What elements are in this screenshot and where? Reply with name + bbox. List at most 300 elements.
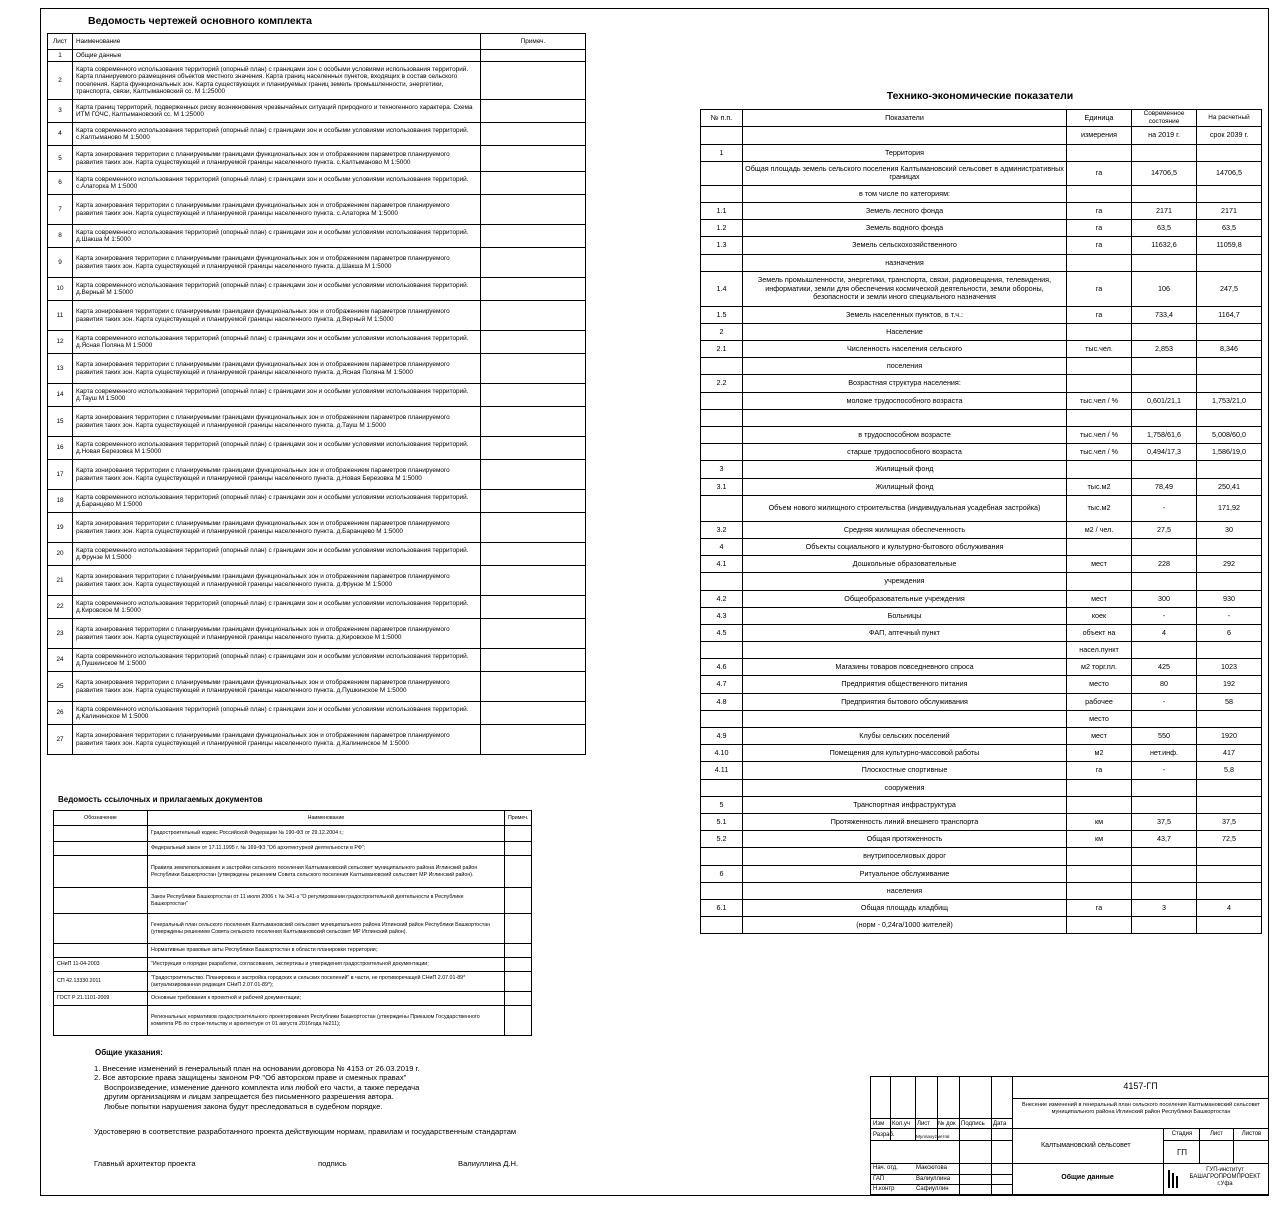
tep-cell: тыс.чел / % <box>1067 392 1132 409</box>
tep-cell: 4.6 <box>701 659 743 676</box>
developer-label: Разраб. <box>873 1132 895 1138</box>
tep-cell: 6 <box>1197 624 1262 641</box>
tep-cell <box>1132 254 1197 271</box>
drawing-note <box>481 513 586 543</box>
tep-cell <box>1197 461 1262 478</box>
tep-cell: тыс.м2 <box>1067 495 1132 521</box>
tep-cell <box>1197 538 1262 555</box>
ref-note <box>505 1006 532 1036</box>
tep-cell: 1.5 <box>701 306 743 323</box>
tep-row <box>701 444 1262 461</box>
col-signature: Подпись <box>961 1121 985 1127</box>
tep-cell <box>1132 185 1197 202</box>
tep-cell <box>1067 796 1132 813</box>
tep-cell <box>1197 642 1262 659</box>
org-line-3: г.Уфа <box>1217 1181 1233 1187</box>
tep-cell <box>1132 642 1197 659</box>
tep-cell: Ритуальное обслуживание <box>743 865 1067 882</box>
stage-value: ГП <box>1176 1148 1188 1157</box>
tep-header-cell: на 2019 г. <box>1132 127 1197 144</box>
drawing-sheet-number: 4 <box>48 123 73 146</box>
tep-cell: Предприятия общественного питания <box>743 676 1067 693</box>
drawing-sheet-number: 17 <box>48 460 73 490</box>
tep-cell: 8,346 <box>1197 341 1262 358</box>
drawing-name: Карта современного использования территорий (опорный план) с границами зон и особыми условиями использования территорий. д.Шакша М 1:5000 <box>73 225 481 248</box>
drawing-note <box>481 460 586 490</box>
tep-cell <box>1132 538 1197 555</box>
tep-cell: - <box>1132 693 1197 710</box>
drawing-note <box>481 596 586 619</box>
tep-cell: 11059,8 <box>1197 237 1262 254</box>
tep-cell <box>1067 573 1132 590</box>
drawing-sheet-number: 24 <box>48 649 73 672</box>
tep-cell <box>1197 779 1262 796</box>
tep-cell: Земель сельскохозяйственного <box>743 237 1067 254</box>
drawing-sheet-number: 14 <box>48 384 73 407</box>
ref-note <box>505 826 532 842</box>
tep-cell: 733,4 <box>1132 306 1197 323</box>
tep-row <box>701 341 1262 358</box>
drawing-name: Карта современного использования территорий (опорный план) с границами зон и особыми условиями использования территорий. д.Пушкинское М 1:5000 <box>73 649 481 672</box>
tep-cell <box>1067 375 1132 392</box>
drawing-name: Карта современного использования территорий (опорный план) с границами зон и особыми условиями использования территорий. д.Кировское М 1:5000 <box>73 596 481 619</box>
tep-cell <box>1197 917 1262 934</box>
drawing-sheet-number: 15 <box>48 407 73 437</box>
tep-cell: Дошкольные образовательные <box>743 556 1067 573</box>
ref-name: "Градостроительство. Планировка и застройка городских и сельских поселений" в части, не противоречащей СНиП 2.07.01-89* (актуализированная редакция СНиП 2.07.01-89*); <box>148 972 505 992</box>
tep-cell <box>1132 865 1197 882</box>
tep-cell: 2,853 <box>1132 341 1197 358</box>
tep-cell: 37,5 <box>1132 813 1197 830</box>
tep-cell: га <box>1067 202 1132 219</box>
tep-cell <box>1197 710 1262 727</box>
drawing-sheet-number: 10 <box>48 278 73 301</box>
tep-cell: 3 <box>1132 899 1197 916</box>
tep-header-cell <box>743 127 1067 144</box>
head-dept-role: Нач. отд. <box>873 1165 898 1171</box>
project-code: 4157-ГП <box>1123 1081 1158 1091</box>
tep-cell: 425 <box>1132 659 1197 676</box>
tep-cell <box>701 358 743 375</box>
drawing-note <box>481 490 586 513</box>
tep-cell: Объем нового жилищного строительства (индивидуальная усадебная застройка) <box>743 495 1067 521</box>
tep-cell: 14706,5 <box>1197 161 1262 185</box>
tep-cell: поселения <box>743 358 1067 375</box>
tep-cell: 4 <box>1197 899 1262 916</box>
tep-cell: Общая протяженность <box>743 831 1067 848</box>
tep-cell: 58 <box>1197 693 1262 710</box>
signature-label: подпись <box>318 1159 347 1168</box>
tep-cell: тыс.чел / % <box>1067 427 1132 444</box>
tep-header-cell: Показатели <box>743 110 1067 127</box>
drawing-row <box>48 100 586 123</box>
ref-name: Правила землепользования и застройки сельского поселения Калтымановский сельсовет муниципального района Иглинский район Республики Башкортостан (утверждены решением Совета сельского поселения Калтымановский сельсовет МР Иглинский район). <box>148 856 505 888</box>
drawing-sheet-number: 25 <box>48 672 73 702</box>
title-block <box>870 1076 1269 1195</box>
tep-cell <box>701 185 743 202</box>
tep-cell: м2 торг.пл. <box>1067 659 1132 676</box>
tep-cell: 14706,5 <box>1132 161 1197 185</box>
drawings-title: Ведомость чертежей основного комплекта <box>88 15 312 27</box>
tep-row <box>701 237 1262 254</box>
tep-cell: Транспортная инфраструктура <box>743 796 1067 813</box>
tep-cell <box>1132 796 1197 813</box>
drawing-row <box>48 672 586 702</box>
tep-cell: Общая площадь земель сельского поселения Калтымановский сельсовет в административных границах <box>743 161 1067 185</box>
drawing-name: Карта зонирования территории с планируемыми границами функциональных зон и отображением параметров планируемого развития таких зон. Карта существующей и планируемой границы населенного пункта. д.Новая Березовка М 1:5000 <box>73 460 481 490</box>
tep-cell <box>1067 144 1132 161</box>
drawing-sheet-number: 11 <box>48 301 73 331</box>
ref-name: Генеральный план сельского поселения Калтымановский сельсовет муниципального района Иглинский район Республики Башкортостан (утверждены решением Совета сельского поселения Калтымановский сельсовет МР Иглинский район). <box>148 914 505 944</box>
col-header-note: Примеч. <box>481 34 586 50</box>
certify-statement: Удостоверяю в соответствие разработанного проекта действующим нормам, правилам и государственным стандартам <box>94 1127 517 1136</box>
drawing-sheet-number: 2 <box>48 62 73 100</box>
tep-cell: 11632,6 <box>1132 237 1197 254</box>
tep-header-row <box>701 127 1262 144</box>
note-line: 1. Внесение изменений в генеральный план на основании договора № 4153 от 26.03.2019 г. <box>94 1064 420 1073</box>
drawing-note <box>481 248 586 278</box>
tep-cell <box>743 642 1067 659</box>
tep-cell <box>701 848 743 865</box>
drawing-row <box>48 649 586 672</box>
drawing-name: Общие данные <box>73 50 481 62</box>
tep-cell: Средняя жилищная обеспеченность <box>743 521 1067 538</box>
tep-cell: коек <box>1067 607 1132 624</box>
general-notes <box>94 1064 419 1111</box>
tep-row <box>701 676 1262 693</box>
tep-cell <box>1132 323 1197 340</box>
tep-cell: Предприятия бытового обслуживания <box>743 693 1067 710</box>
tep-cell: населения <box>743 882 1067 899</box>
tep-cell <box>701 392 743 409</box>
tep-cell: 250,41 <box>1197 478 1262 495</box>
ref-code <box>54 856 148 888</box>
tep-cell <box>1197 409 1262 426</box>
drawing-sheet-number: 21 <box>48 566 73 596</box>
drawing-row <box>48 225 586 248</box>
drawing-name: Карта зонирования территории с планируемыми границами функциональных зон и отображением параметров планируемого развития таких зон. Карта существующей и планируемой границы населенного пункта. д.Кировское М 1:5000 <box>73 619 481 649</box>
tep-cell <box>1132 358 1197 375</box>
tep-row <box>701 409 1262 426</box>
ref-name: Градостроительный кодекс Российской Федерации № 190-ФЗ от 29.12.2004 г.; <box>148 826 505 842</box>
tep-header-row <box>701 110 1262 127</box>
tep-cell <box>743 409 1067 426</box>
tep-cell: место <box>1067 710 1132 727</box>
drawing-sheet-number: 18 <box>48 490 73 513</box>
tep-row <box>701 427 1262 444</box>
drawing-row <box>48 384 586 407</box>
tep-cell: сооружения <box>743 779 1067 796</box>
drawing-note <box>481 543 586 566</box>
tep-cell <box>1197 882 1262 899</box>
tep-row <box>701 271 1262 306</box>
tep-cell <box>1132 917 1197 934</box>
tep-row <box>701 220 1262 237</box>
tep-cell <box>1067 185 1132 202</box>
drawing-sheet-number: 5 <box>48 146 73 172</box>
tep-cell: 930 <box>1197 590 1262 607</box>
drawing-name: Карта зонирования территории с планируемыми границами функциональных зон и отображением параметров планируемого развития таких зон. Карта существующей и планируемой границы населенного пункта. д.Тауш М 1:5000 <box>73 407 481 437</box>
ref-row <box>54 958 532 972</box>
tep-cell: - <box>1132 607 1197 624</box>
drawing-note <box>481 672 586 702</box>
tep-cell: Возрастная структура населения: <box>743 375 1067 392</box>
drawing-note <box>481 301 586 331</box>
drawing-name: Карта современного использования территорий (опорный план) с границами зон и особыми условиями использования территорий. д.Фрунзе М 1:5000 <box>73 543 481 566</box>
drawing-note <box>481 649 586 672</box>
tep-cell: 2171 <box>1132 202 1197 219</box>
tep-header-cell: На расчетный <box>1197 110 1262 127</box>
col-header-name: Наименование <box>73 34 481 50</box>
tep-cell: 2 <box>701 323 743 340</box>
tep-row <box>701 728 1262 745</box>
tep-cell: Плоскостные спортивные <box>743 762 1067 779</box>
ref-note <box>505 958 532 972</box>
tep-cell: 192 <box>1197 676 1262 693</box>
drawing-name: Карта зонирования территории с планируемыми границами функциональных зон и отображением параметров планируемого развития таких зон. Карта существующей и планируемой границы населенного пункта. с.Алаторка М 1:5000 <box>73 195 481 225</box>
tep-row <box>701 693 1262 710</box>
tep-row <box>701 624 1262 641</box>
tep-row <box>701 848 1262 865</box>
ref-row <box>54 992 532 1006</box>
tep-cell: Земель лесного фонда <box>743 202 1067 219</box>
ref-row <box>54 856 532 888</box>
tep-row <box>701 573 1262 590</box>
sheets-header: Листов <box>1241 1131 1262 1137</box>
ref-code: ГОСТ Р 21.1101-2009 <box>54 992 148 1006</box>
drawing-name: Карта зонирования территории с планируемыми границами функциональных зон и отображением параметров планируемого развития таких зон. Карта существующей и планируемой границы населенного пункта. д.Ясная Поляна М 1:5000 <box>73 354 481 384</box>
tep-cell <box>1067 538 1132 555</box>
ref-name: Федеральный закон от 17.11.1995 г. № 169-ФЗ "Об архитектурной деятельности в РФ"; <box>148 842 505 856</box>
ref-note <box>505 888 532 914</box>
tep-cell <box>701 917 743 934</box>
tep-cell <box>1067 865 1132 882</box>
ref-row <box>54 972 532 992</box>
drawing-row <box>48 301 586 331</box>
tep-cell: 550 <box>1132 728 1197 745</box>
tep-cell <box>1197 358 1262 375</box>
drawing-note <box>481 100 586 123</box>
drawing-note <box>481 195 586 225</box>
chief-architect-name: Валиуллина Д.Н. <box>458 1159 519 1168</box>
ref-row <box>54 1006 532 1036</box>
tep-row <box>701 161 1262 185</box>
tep-row <box>701 590 1262 607</box>
tep-cell <box>1067 358 1132 375</box>
tep-cell: 247,5 <box>1197 271 1262 306</box>
ref-row <box>54 888 532 914</box>
tep-header-cell: Единица <box>1067 110 1132 127</box>
col-doc-no: № док <box>938 1121 956 1127</box>
tep-cell: Клубы сельских поселений <box>743 728 1067 745</box>
sheet-title: Общие данные <box>1061 1174 1114 1181</box>
tep-cell <box>1132 710 1197 727</box>
tep-row <box>701 538 1262 555</box>
col-date: Дата <box>993 1121 1007 1127</box>
ref-name: Нормативные правовые акты Республики Башкортостан в области планировки территории; <box>148 944 505 958</box>
tep-cell: 4.10 <box>701 745 743 762</box>
drawing-row <box>48 725 586 755</box>
tep-row <box>701 556 1262 573</box>
org-line-2: БАШАГРОПРОМПРОЕКТ <box>1189 1174 1261 1180</box>
tep-cell <box>1132 409 1197 426</box>
tep-row <box>701 865 1262 882</box>
tep-cell: рабочее <box>1067 693 1132 710</box>
drawing-name: Карта зонирования территории с планируемыми границами функциональных зон и отображением параметров планируемого развития таких зон. Карта существующей и планируемой границы населенного пункта. д.Пушкинское М 1:5000 <box>73 672 481 702</box>
tep-cell: 72,5 <box>1197 831 1262 848</box>
ref-header-code: Обозначение <box>54 811 148 826</box>
tep-cell: 3.2 <box>701 521 743 538</box>
tep-cell <box>701 710 743 727</box>
drawing-sheet-number: 19 <box>48 513 73 543</box>
tep-table <box>700 109 1262 934</box>
tep-cell <box>743 710 1067 727</box>
tep-cell <box>1197 254 1262 271</box>
tep-cell: 80 <box>1132 676 1197 693</box>
tep-cell <box>701 161 743 185</box>
drawing-row <box>48 513 586 543</box>
drawing-note <box>481 725 586 755</box>
site-name: Калтымановский сельсовет <box>1041 1142 1131 1149</box>
ref-code <box>54 944 148 958</box>
tep-row <box>701 917 1262 934</box>
organization-logo-icon <box>1167 1169 1179 1192</box>
tep-cell: га <box>1067 271 1132 306</box>
head-dept-name: Максютова <box>916 1165 947 1171</box>
tep-row <box>701 392 1262 409</box>
tep-cell: Жилищный фонд <box>743 461 1067 478</box>
drawing-row <box>48 543 586 566</box>
tep-cell: насел.пункт <box>1067 642 1132 659</box>
drawing-name: Карта современного использования территорий (опорный план) с границами зон и особыми условиями использования территорий. д.Ясная Поляна М 1:5000 <box>73 331 481 354</box>
tep-row <box>701 659 1262 676</box>
tep-cell: моложе трудоспособного возраста <box>743 392 1067 409</box>
tep-header-cell <box>701 127 743 144</box>
tep-row <box>701 710 1262 727</box>
tep-cell: 4 <box>1132 624 1197 641</box>
tep-cell <box>1067 882 1132 899</box>
tep-row <box>701 254 1262 271</box>
tep-cell: 417 <box>1197 745 1262 762</box>
drawing-sheet-number: 22 <box>48 596 73 619</box>
tep-cell <box>1067 917 1132 934</box>
drawing-sheet-number: 23 <box>48 619 73 649</box>
tep-row <box>701 831 1262 848</box>
tep-cell <box>701 779 743 796</box>
drawing-note <box>481 619 586 649</box>
tep-cell: мест <box>1067 590 1132 607</box>
tep-cell: старше трудоспособного возраста <box>743 444 1067 461</box>
tep-cell: 2.2 <box>701 375 743 392</box>
ref-code <box>54 842 148 856</box>
drawing-row <box>48 354 586 384</box>
tep-cell: 1 <box>701 144 743 161</box>
drawing-name: Карта зонирования территории с планируемыми границами функциональных зон и отображением параметров планируемого развития таких зон. Карта существующей и планируемой границы населенного пункта. д.Фрунзе М 1:5000 <box>73 566 481 596</box>
project-description: Внесение изменений в генеральный план сельского поселения Калтымановский сельсовет муниципального района Иглинский район Республики Башкортостан <box>1022 1102 1260 1115</box>
tep-cell: в трудоспособном возрасте <box>743 427 1067 444</box>
tep-cell: 4.11 <box>701 762 743 779</box>
tep-cell: га <box>1067 306 1132 323</box>
drawing-note <box>481 225 586 248</box>
tep-cell <box>1197 573 1262 590</box>
tep-cell: Объекты социального и культурно-бытового обслуживания <box>743 538 1067 555</box>
tep-cell: 5.1 <box>701 813 743 830</box>
drawing-note <box>481 354 586 384</box>
drawing-name: Карта зонирования территории с планируемыми границами функциональных зон и отображением параметров планируемого развития таких зон. Карта существующей и планируемой границы населенного пункта. д.Баранцево М 1:5000 <box>73 513 481 543</box>
drawing-sheet-number: 8 <box>48 225 73 248</box>
ref-note <box>505 914 532 944</box>
gap-role: ГАП <box>873 1176 885 1182</box>
tep-cell: 1.3 <box>701 237 743 254</box>
tep-cell: Земель водного фонда <box>743 220 1067 237</box>
tep-cell: нет.инф. <box>1132 745 1197 762</box>
tep-cell: 300 <box>1132 590 1197 607</box>
tep-row <box>701 495 1262 521</box>
ref-note <box>505 992 532 1006</box>
drawings-table <box>47 33 586 755</box>
tep-cell: га <box>1067 161 1132 185</box>
drawing-sheet-number: 6 <box>48 172 73 195</box>
tep-cell: 292 <box>1197 556 1262 573</box>
tep-cell <box>701 882 743 899</box>
tep-cell: 78,49 <box>1132 478 1197 495</box>
tep-cell <box>701 427 743 444</box>
norm-control-name: Сафиуллин <box>916 1186 949 1192</box>
tep-cell: га <box>1067 220 1132 237</box>
drawing-sheet-number: 13 <box>48 354 73 384</box>
tep-cell: км <box>1067 813 1132 830</box>
tep-cell <box>1132 848 1197 865</box>
tep-cell: 63,5 <box>1197 220 1262 237</box>
drawing-note <box>481 278 586 301</box>
refs-title: Ведомость ссылочных и прилагаемых документов <box>58 795 263 804</box>
tep-cell: место <box>1067 676 1132 693</box>
tep-cell: 1,758/61,6 <box>1132 427 1197 444</box>
tep-cell: тыс.чел / % <box>1067 444 1132 461</box>
tep-cell <box>1132 779 1197 796</box>
note-line: 2. Все авторские права защищены законом РФ "Об авторском праве и смежных правах" <box>94 1073 407 1083</box>
drawing-sheet-number: 7 <box>48 195 73 225</box>
drawing-row <box>48 62 586 100</box>
notes-title: Общие указания: <box>95 1048 163 1057</box>
tep-row <box>701 185 1262 202</box>
tep-cell: Население <box>743 323 1067 340</box>
tep-cell <box>701 573 743 590</box>
ref-row <box>54 842 532 856</box>
drawing-row <box>48 248 586 278</box>
tep-cell <box>1067 848 1132 865</box>
drawing-row <box>48 146 586 172</box>
drawing-sheet-number: 16 <box>48 437 73 460</box>
tep-cell: га <box>1067 762 1132 779</box>
tep-cell: 5.2 <box>701 831 743 848</box>
drawing-name: Карта современного использования территорий (опорный план) с границами зон и особыми условиями использования территорий. д.Калининское М 1:5000 <box>73 702 481 725</box>
tep-cell: 1,753/21,0 <box>1197 392 1262 409</box>
tep-cell: Жилищный фонд <box>743 478 1067 495</box>
tep-row <box>701 323 1262 340</box>
col-kol-uch: Кол.уч <box>892 1121 910 1127</box>
tep-row <box>701 461 1262 478</box>
drawing-name: Карта современного использования территорий (опорный план) с границами зон и особыми условиями использования территорий. д.Новая Березовка М 1:5000 <box>73 437 481 460</box>
tep-row <box>701 779 1262 796</box>
tep-cell: учреждения <box>743 573 1067 590</box>
tep-cell <box>701 495 743 521</box>
drawing-note <box>481 566 586 596</box>
ref-code: СП 42.13330.2011 <box>54 972 148 992</box>
tep-cell: мест <box>1067 728 1132 745</box>
tep-row <box>701 899 1262 916</box>
tep-cell: - <box>1132 495 1197 521</box>
